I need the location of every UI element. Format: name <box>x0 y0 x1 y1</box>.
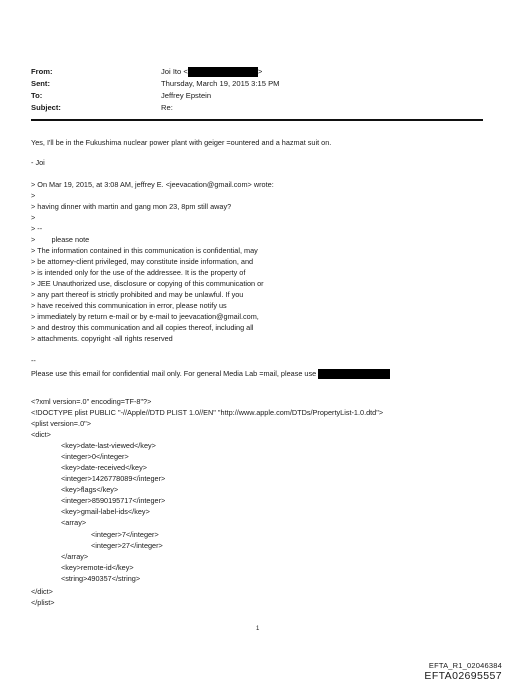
sent-value: Thursday, March 19, 2015 3:15 PM <box>161 79 280 88</box>
sig-separator: -- <box>31 356 36 365</box>
plist-line: <!DOCTYPE plist PUBLIC "-//Apple//DTD PLIST 1.0//EN" "http://www.apple.com/DTDs/PropertyList-1.0.dtd"> <box>31 408 384 417</box>
plist-line: </plist> <box>31 598 55 607</box>
quote-line: > JEE Unauthorized use, disclosure or copying of this communication or <box>31 279 264 288</box>
plist-line: </array> <box>61 552 89 561</box>
page-number: 1 <box>256 626 260 632</box>
redaction-bar <box>188 67 258 77</box>
from-value <box>161 66 262 77</box>
quote-line: > <box>31 191 36 200</box>
subject-label: Subject: <box>31 103 61 112</box>
to-label: To: <box>31 91 43 100</box>
redaction-bar <box>318 369 390 379</box>
quote-line: > The information contained in this communication is confidential, may <box>31 246 258 255</box>
quote-line: > <box>31 213 36 222</box>
quote-line: > and destroy this communication and all copies thereof, including all <box>31 323 254 332</box>
plist-line: <plist version=.0"> <box>31 419 91 428</box>
header-divider <box>31 119 483 121</box>
quote-line: > immediately by return e-mail or by e-mail to jeevacation@gmail.com, <box>31 312 259 321</box>
sig-notice <box>31 369 390 379</box>
subject-value: Re: <box>161 103 173 112</box>
plist-line: <key>remote-id</key> <box>61 563 134 572</box>
plist-line: <integer>7</integer> <box>91 530 159 539</box>
plist-line: <integer>1426778089</integer> <box>61 474 166 483</box>
plist-line: <key>date-last-viewed</key> <box>61 441 156 450</box>
quote-line: > -- <box>31 224 43 233</box>
plist-line: <array> <box>61 518 87 527</box>
plist-line: <integer>8590195717</integer> <box>61 496 166 505</box>
plist-line: <integer>27</integer> <box>91 541 163 550</box>
plist-line: <dict> <box>31 430 51 439</box>
sig-notice-text: Please use this email for confidential mail only. For general Media Lab =mail, please use <box>31 369 317 378</box>
bates-number-small: EFTA_R1_02046384 <box>428 661 502 670</box>
bates-number-large: EFTA02695557 <box>424 670 502 682</box>
from-suffix: > <box>257 67 263 76</box>
quote-intro: > On Mar 19, 2015, at 3:08 AM, jeffrey E. <jeevacation@gmail.com> wrote: <box>31 180 274 189</box>
quote-line: > any part thereof is strictly prohibited and may be unlawful. If you <box>31 290 244 299</box>
quote-line: > attachments. copyright -all rights reserved <box>31 334 173 343</box>
signature-line: - Joi <box>31 158 45 167</box>
reply-line: Yes, I'll be in the Fukushima nuclear power plant with geiger =ountered and a hazmat suit on. <box>31 138 332 147</box>
quote-line: > is intended only for the use of the addressee. It is the property of <box>31 268 246 277</box>
quote-line: > please note <box>31 235 90 244</box>
plist-line: </dict> <box>31 587 53 596</box>
plist-line: <string>490357</string> <box>61 574 141 583</box>
to-value: Jeffrey Epstein <box>161 91 212 100</box>
sent-label: Sent: <box>31 79 50 88</box>
quote-line: > having dinner with martin and gang mon 23, 8pm still away? <box>31 202 232 211</box>
plist-line: <integer>0</integer> <box>61 452 129 461</box>
plist-line: <key>gmail-label-ids</key> <box>61 507 150 516</box>
quote-line: > have received this communication in error, please notify us <box>31 301 227 310</box>
plist-line: <?xml version=.0" encoding=TF-8"?> <box>31 397 152 406</box>
from-label: From: <box>31 67 53 76</box>
plist-line: <key>date-received</key> <box>61 463 147 472</box>
quote-line: > be attorney-client privileged, may constitute inside information, and <box>31 257 254 266</box>
from-name: Joi Ito < <box>161 67 188 76</box>
plist-line: <key>flags</key> <box>61 485 119 494</box>
